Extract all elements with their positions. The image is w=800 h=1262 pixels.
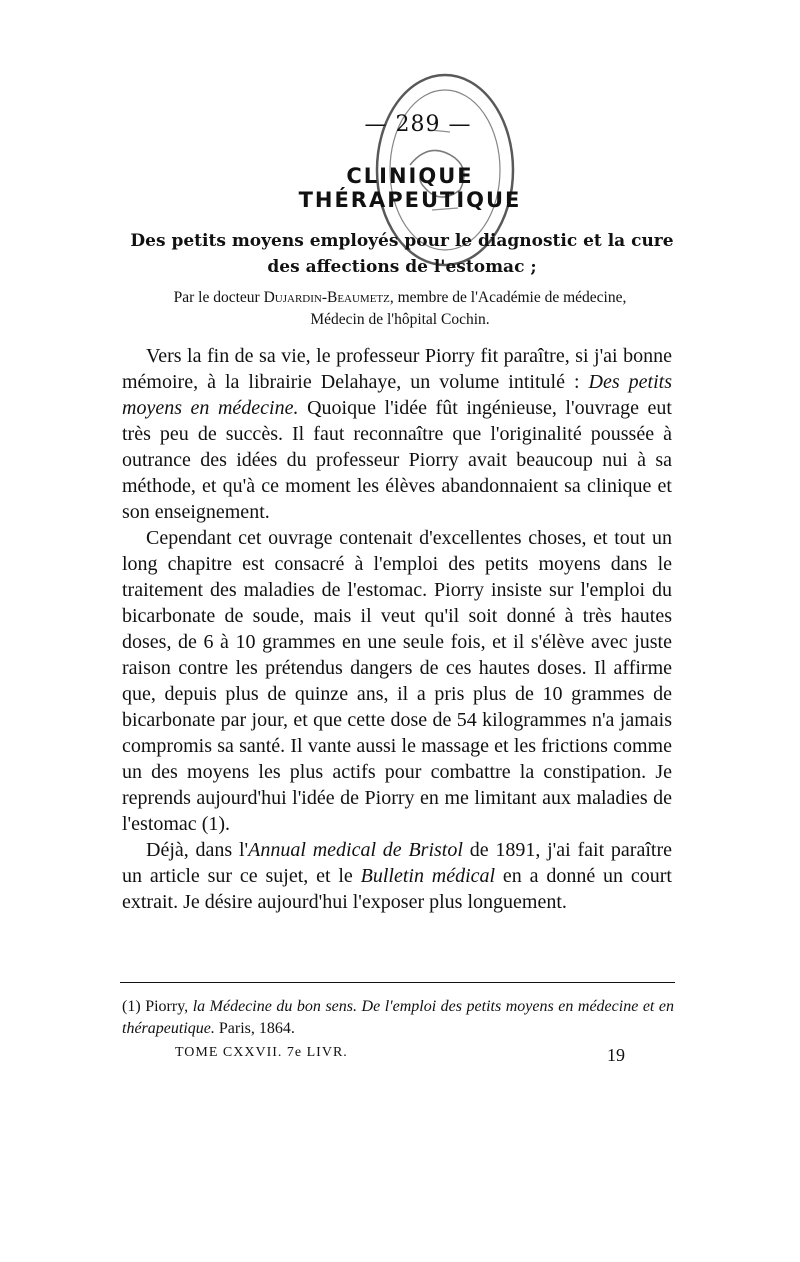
paragraph-3-part-c: en a donné un court extrait. Je désire aujourd'hui l'exposer plus longuement. — [122, 865, 672, 913]
byline-prefix: Par le docteur — [173, 289, 264, 306]
paragraph-1 — [122, 343, 672, 525]
article-title-line-2: des affections de l'estomac ; — [267, 257, 537, 277]
paragraph-3 — [122, 837, 672, 915]
footnote-marker: (1) Piorry, — [122, 998, 193, 1015]
footnote — [122, 996, 674, 1040]
article-title — [122, 228, 682, 280]
journal-title-2: Bulletin médical — [360, 865, 496, 887]
paragraph-3-part-b: de 1891, j'ai fait paraître un article sur ce sujet, et le — [122, 839, 672, 887]
byline-line-1 — [130, 287, 670, 309]
paragraph-1-part-b: Quoique l'idée fût ingénieuse, l'ouvrage eut très peu de succès. Il faut reconnaître que l'originalité poussée à outrance des idées du professeur Piorry avait beaucoup nui à sa méthode, et qu'à ce moment les élèves abandonnaient sa clinique et son enseignement. — [122, 397, 672, 523]
article-body — [122, 343, 672, 915]
footnote-title-2: De l'emploi des petits moyens en médecine et en thérapeutique. — [122, 998, 675, 1037]
footnote-tail: Paris, 1864. — [214, 1020, 295, 1037]
footnote-title-1: la Médecine du bon sens. — [192, 998, 357, 1015]
volume-info: TOME CXXVII. 7e LIVR. — [175, 1045, 348, 1060]
signature-number: 19 — [607, 1045, 625, 1065]
paragraph-2: Cependant cet ouvrage contenait d'excellentes choses, et tout un long chapitre est consacré à l'emploi des petits moyens dans le traitement des maladies de l'estomac. Piorry insiste sur l'emploi du bicarbonate de soude, mais il veut qu'il soit donné à très hautes doses, de 6 à 10 grammes en une seule fois, et il s'élève avec juste raison contre les prétendus dangers de ces hautes doses. Il affirme que, depuis plus de quinze ans, il a pris plus de 10 grammes de bicarbonate par jour, et que cette dose de 54 kilogrammes n'a jamais compromis sa santé. Il vante aussi le massage et les frictions comme un des moyens les plus actifs pour combattre la constipation. Je reprends aujourd'hui l'idée de Piorry en me limitant aux maladies de l'estomac (1). — [122, 527, 672, 835]
byline-line-2: Médecin de l'hôpital Cochin. — [310, 311, 490, 328]
byline-author: Dujardin-Beaumetz — [263, 289, 390, 306]
author-byline — [130, 287, 670, 331]
article-title-line-1: Des petits moyens employés pour le diagnostic et la cure — [130, 231, 674, 251]
page-footer — [175, 1045, 625, 1066]
paragraph-1-part-a: Vers la fin de sa vie, le professeur Piorry fit paraître, si j'ai bonne mémoire, à la librairie Delahaye, un volume intitulé : — [122, 345, 672, 393]
journal-title-1: Annual medical de Bristol — [248, 839, 463, 861]
footnote-divider — [120, 982, 675, 983]
paragraph-3-part-a: Déjà, dans l' — [146, 839, 249, 861]
book-title: Des petits moyens en médecine. — [122, 371, 672, 419]
page-number: — 289 — — [364, 112, 472, 137]
section-title: CLINIQUE THÉRAPEUTIQUE — [298, 164, 522, 212]
byline-suffix: , membre de l'Académie de médecine, — [389, 289, 627, 306]
